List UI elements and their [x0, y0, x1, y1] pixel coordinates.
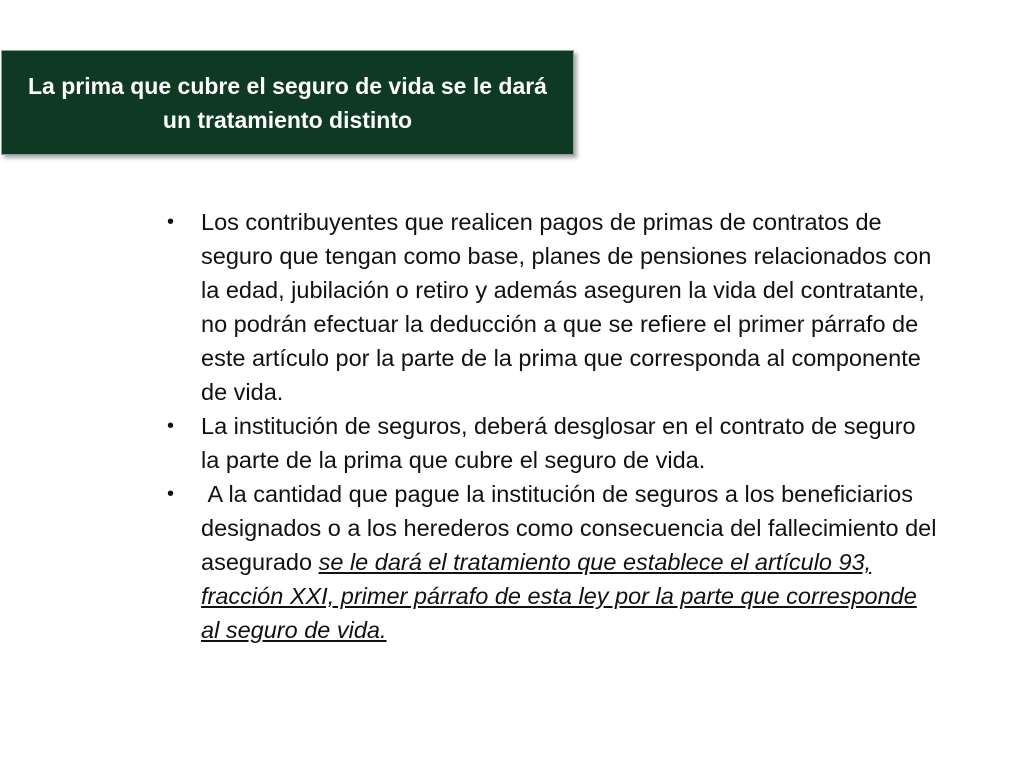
bullet-text: Los contribuyentes que realicen pagos de primas de contratos de seguro que tengan como base, planes de pensiones relacionados con la edad, jubilación o retiro y además aseguren la vida del contratante, no podrán efectuar la deducción a que se refiere el primer párrafo de este artículo por la parte de la prima que corresponda al componente de vida.: [201, 209, 932, 405]
content-area: [160, 205, 944, 647]
bullet-icon: •: [167, 483, 175, 505]
bullet-item-2: [160, 409, 940, 477]
bullet-emphasis-text: se le dará el tratamiento que establece el artículo 93, fracción XXI, primer párrafo de esta ley por la parte que corresponde al seguro de vida.: [201, 549, 917, 643]
title-line-2: un tratamiento distinto: [162, 106, 413, 133]
title-line-1: La prima que cubre el seguro de vida se le dará: [28, 72, 547, 99]
slide-title: [28, 69, 547, 137]
bullet-icon: •: [167, 415, 175, 437]
title-banner: [1, 50, 574, 155]
bullet-list: [160, 205, 944, 647]
bullet-item-1: [160, 205, 940, 409]
bullet-item-3: [160, 477, 944, 647]
bullet-icon: •: [167, 211, 175, 233]
bullet-text: La institución de seguros, deberá desglosar en el contrato de seguro la parte de la prima que cubre el seguro de vida.: [201, 413, 916, 473]
bullet-text: A la cantidad que pague la institución de seguros a los beneficiarios designados o a los herederos como consecuencia del fallecimiento del asegurado: [201, 481, 944, 575]
